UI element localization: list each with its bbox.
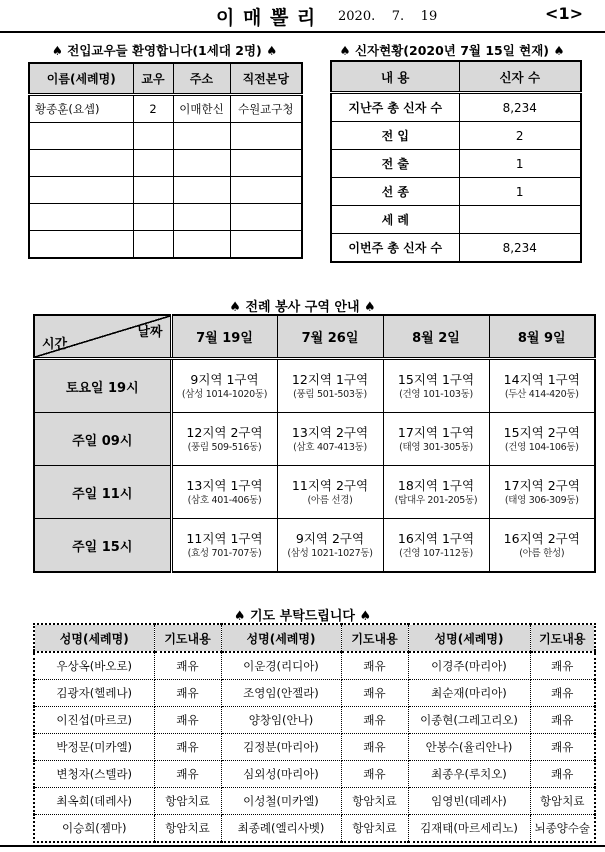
table-row — [29, 231, 302, 259]
status-label: 이번주 총 신자 수 — [331, 234, 459, 263]
liturgy-time-label: 주일 09시 — [34, 413, 171, 466]
liturgy-date-header: 7월 19일 — [171, 315, 277, 359]
zone-detail: (삼성 1021-1027동) — [287, 548, 373, 560]
table-cell — [230, 177, 302, 204]
table-cell: 2 — [133, 95, 173, 123]
zone-label: 13지역 1구역 — [186, 478, 263, 494]
zone-detail: (건영 107-112동) — [399, 548, 473, 560]
prayer-name: 안봉수(율리안나) — [408, 734, 530, 761]
table-cell — [173, 150, 230, 177]
welcome-col-district: 교우 — [133, 63, 173, 95]
prayer-name: 우상옥(바오로) — [34, 652, 154, 680]
liturgy-cell — [277, 466, 383, 519]
zone-detail: (탑대우 201-205동) — [394, 495, 478, 507]
welcome-header-row — [29, 63, 302, 95]
zone-label: 13지역 2구역 — [291, 425, 369, 441]
liturgy-cell — [383, 413, 489, 466]
status-value — [459, 206, 581, 234]
status-col-count: 신자 수 — [459, 61, 581, 93]
table-cell — [29, 150, 133, 177]
table-row — [29, 123, 302, 150]
prayer-intent: 쾌유 — [530, 734, 595, 761]
prayer-name: 김광자(헬레나) — [34, 680, 154, 707]
prayer-intent: 쾌유 — [341, 761, 408, 788]
prayer-intent: 항암치료 — [154, 788, 221, 815]
table-cell — [29, 231, 133, 259]
zone-detail: (아름 선경) — [307, 495, 353, 507]
table-cell — [230, 150, 302, 177]
status-label: 세 례 — [331, 206, 459, 234]
prayer-intent: 항암치료 — [341, 815, 408, 843]
table-row — [34, 519, 595, 573]
table-row — [331, 178, 581, 206]
liturgy-cell — [171, 519, 277, 573]
liturgy-cell — [171, 359, 277, 413]
prayer-name: 변청자(스텔라) — [34, 761, 154, 788]
table-row — [29, 204, 302, 231]
prayer-intent: 쾌유 — [530, 652, 595, 680]
prayer-header-row — [34, 624, 595, 652]
welcome-table — [28, 62, 303, 259]
status-table — [330, 60, 582, 263]
prayer-name: 최순재(마리아) — [408, 680, 530, 707]
prayer-name: 최종례(엘리사벳) — [221, 815, 341, 843]
time-date-corner-cell — [34, 315, 171, 359]
zone-detail: (건영 104-106동) — [504, 442, 579, 454]
zone-detail: (아름 한성) — [519, 548, 565, 560]
liturgy-date-header: 8월 9일 — [489, 315, 595, 359]
liturgy-cell — [277, 359, 383, 413]
zone-detail: (삼호 401-406동) — [187, 495, 262, 507]
corner-label-date: 날짜 — [137, 325, 163, 340]
zone-label: 17지역 1구역 — [397, 425, 475, 441]
table-row — [34, 359, 595, 413]
table-cell: 황종훈(요셉) — [29, 95, 133, 123]
liturgy-time-label: 토요일 19시 — [34, 359, 171, 413]
prayer-name: 박정문(미카엘) — [34, 734, 154, 761]
liturgy-cell — [383, 359, 489, 413]
zone-detail: (풍림 509-516동) — [187, 442, 262, 454]
welcome-col-name: 이름(세례명) — [29, 63, 133, 95]
prayer-name: 최종우(루치오) — [408, 761, 530, 788]
status-label: 선 종 — [331, 178, 459, 206]
liturgy-cell — [489, 359, 595, 413]
liturgy-date-header: 7월 26일 — [277, 315, 383, 359]
liturgy-header-row — [34, 315, 595, 359]
prayer-col-name: 성명(세례명) — [34, 624, 154, 652]
page-title: 이 매 뽈 리 — [216, 7, 317, 29]
zone-detail: (삼호 407-413동) — [293, 442, 367, 454]
prayer-name: 조영임(안젤라) — [221, 680, 341, 707]
status-label: 전 출 — [331, 150, 459, 178]
liturgy-cell — [383, 519, 489, 573]
zone-label: 12지역 2구역 — [186, 425, 263, 441]
table-cell — [133, 231, 173, 259]
liturgy-cell — [489, 466, 595, 519]
liturgy-date-header: 8월 2일 — [383, 315, 489, 359]
table-row — [34, 413, 595, 466]
liturgy-cell — [171, 413, 277, 466]
liturgy-table — [33, 314, 596, 573]
table-row — [331, 93, 581, 122]
welcome-col-prev-parish: 직전본당 — [230, 63, 302, 95]
table-cell — [29, 123, 133, 150]
table-row — [34, 466, 595, 519]
status-section-title: ♠ 신자현황(2020년 7월 15일 현재) ♠ — [339, 43, 565, 58]
status-value: 8,234 — [459, 93, 581, 122]
zone-label: 15지역 1구역 — [397, 372, 475, 388]
table-cell — [29, 177, 133, 204]
table-cell — [230, 231, 302, 259]
liturgy-cell — [489, 519, 595, 573]
liturgy-section-title: ♠ 전례 봉사 구역 안내 ♠ — [229, 300, 376, 315]
table-row — [331, 150, 581, 178]
prayer-intent: 쾌유 — [154, 652, 221, 680]
zone-label: 12지역 1구역 — [291, 372, 369, 388]
prayer-intent: 쾌유 — [341, 652, 408, 680]
status-value: 8,234 — [459, 234, 581, 263]
prayer-name: 이경주(마리아) — [408, 652, 530, 680]
page-number: <1> — [545, 4, 583, 23]
prayer-col-name: 성명(세례명) — [408, 624, 530, 652]
liturgy-cell — [171, 466, 277, 519]
prayer-intent: 쾌유 — [154, 734, 221, 761]
zone-detail: (풍림 501-503동) — [293, 389, 367, 401]
zone-detail: (태영 301-305동) — [399, 442, 473, 454]
zone-label: 11지역 2구역 — [291, 478, 369, 494]
prayer-intent: 쾌유 — [154, 707, 221, 734]
table-cell — [133, 123, 173, 150]
prayer-intent: 쾌유 — [341, 707, 408, 734]
table-cell — [133, 177, 173, 204]
prayer-name: 임영빈(데레사) — [408, 788, 530, 815]
table-row — [331, 234, 581, 263]
status-value: 1 — [459, 150, 581, 178]
liturgy-time-label: 주일 15시 — [34, 519, 171, 573]
prayer-intent: 항암치료 — [530, 788, 595, 815]
prayer-name: 이성철(미카엘) — [221, 788, 341, 815]
prayer-name: 심외성(마리아) — [221, 761, 341, 788]
prayer-intent: 항암치료 — [341, 788, 408, 815]
prayer-col-intent: 기도내용 — [154, 624, 221, 652]
table-row — [34, 734, 595, 761]
prayer-col-intent: 기도내용 — [341, 624, 408, 652]
zone-label: 11지역 1구역 — [186, 531, 263, 547]
prayer-name: 이운경(리디아) — [221, 652, 341, 680]
status-label: 전 입 — [331, 122, 459, 150]
status-value: 2 — [459, 122, 581, 150]
prayer-name: 김재태(마르세리노) — [408, 815, 530, 843]
liturgy-cell — [277, 519, 383, 573]
liturgy-cell — [383, 466, 489, 519]
prayer-name: 김정분(마리아) — [221, 734, 341, 761]
prayer-intent: 뇌종양수술 — [530, 815, 595, 843]
table-cell — [230, 123, 302, 150]
liturgy-time-label: 주일 11시 — [34, 466, 171, 519]
zone-label: 9지역 2구역 — [295, 531, 365, 547]
table-row — [34, 788, 595, 815]
table-row — [34, 680, 595, 707]
table-cell — [173, 123, 230, 150]
table-cell — [173, 204, 230, 231]
prayer-intent: 항암치료 — [154, 815, 221, 843]
prayer-name: 이종현(그레고리오) — [408, 707, 530, 734]
prayer-col-name: 성명(세례명) — [221, 624, 341, 652]
prayer-intent: 쾌유 — [530, 680, 595, 707]
zone-detail: (삼성 1014-1020동) — [181, 389, 268, 401]
zone-label: 16지역 1구역 — [397, 531, 475, 547]
zone-label: 14지역 1구역 — [503, 372, 580, 388]
prayer-intent: 쾌유 — [530, 761, 595, 788]
table-cell — [133, 150, 173, 177]
table-cell — [173, 231, 230, 259]
table-row — [331, 122, 581, 150]
zone-label: 17지역 2구역 — [503, 478, 580, 494]
corner-label-time: 시간 — [42, 337, 68, 352]
prayer-intent: 쾌유 — [154, 761, 221, 788]
zone-detail: (효성 701-707동) — [187, 548, 262, 560]
zone-detail: (태영 306-309동) — [504, 495, 579, 507]
bottom-divider — [0, 845, 605, 847]
table-row — [29, 177, 302, 204]
prayer-name: 이진섭(마르코) — [34, 707, 154, 734]
prayer-name: 양창임(안나) — [221, 707, 341, 734]
liturgy-cell — [277, 413, 383, 466]
zone-label: 15지역 2구역 — [503, 425, 580, 441]
table-cell — [29, 204, 133, 231]
status-label: 지난주 총 신자 수 — [331, 93, 459, 122]
zone-detail: (두산 414-420동) — [504, 389, 579, 401]
status-header-row — [331, 61, 581, 93]
prayer-section-title: ♠ 기도 부탁드립니다 ♠ — [233, 609, 372, 624]
table-row — [29, 150, 302, 177]
prayer-intent: 쾌유 — [154, 680, 221, 707]
status-col-item: 내 용 — [331, 61, 459, 93]
table-cell: 이매한신 — [173, 95, 230, 123]
zone-label: 9지역 1구역 — [190, 372, 259, 388]
prayer-col-intent: 기도내용 — [530, 624, 595, 652]
table-row — [331, 206, 581, 234]
table-row — [34, 707, 595, 734]
prayer-name: 이승희(젬마) — [34, 815, 154, 843]
issue-date: 2020. 7. 19 — [338, 9, 438, 24]
table-row — [34, 815, 595, 843]
table-cell: 수원교구청 — [230, 95, 302, 123]
table-row — [29, 95, 302, 123]
table-cell — [230, 204, 302, 231]
zone-label: 16지역 2구역 — [503, 531, 580, 547]
table-cell — [173, 177, 230, 204]
prayer-intent: 쾌유 — [341, 680, 408, 707]
zone-label: 18지역 1구역 — [397, 478, 475, 494]
zone-detail: (건영 101-103동) — [399, 389, 473, 401]
liturgy-cell — [489, 413, 595, 466]
welcome-col-address: 주소 — [173, 63, 230, 95]
page-header — [0, 0, 605, 33]
status-value: 1 — [459, 178, 581, 206]
prayer-name: 최옥희(데레사) — [34, 788, 154, 815]
table-cell — [133, 204, 173, 231]
prayer-intent: 쾌유 — [341, 734, 408, 761]
welcome-section-title: ♠ 전입교우들 환영합니다(1세대 2명) ♠ — [51, 43, 278, 58]
table-row — [34, 761, 595, 788]
prayer-intent: 쾌유 — [530, 707, 595, 734]
table-row — [34, 652, 595, 680]
prayer-table — [33, 623, 596, 843]
